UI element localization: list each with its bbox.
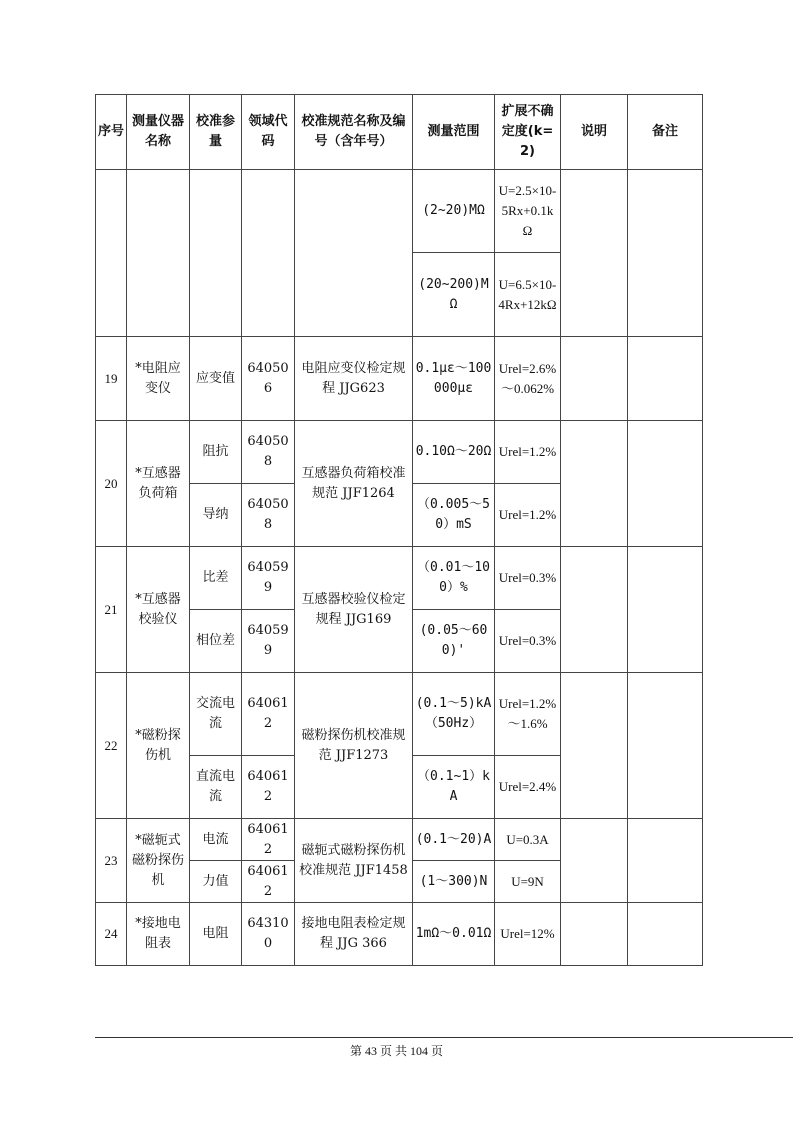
cell-code: 640612 (242, 673, 295, 756)
cell-param: 电流 (190, 819, 242, 861)
cell-uncertainty: U=0.3A (495, 819, 561, 861)
cell-name: *磁轭式磁粉探伤机 (127, 819, 190, 903)
cell-note (561, 673, 628, 819)
cell-remark (628, 421, 703, 547)
cell-seq: 23 (96, 819, 127, 903)
table-row (96, 170, 703, 253)
cell-note (561, 547, 628, 673)
cell-spec: 磁轭式磁粉探伤机校准规范 JJF1458 (295, 819, 413, 903)
cell-spec: 接地电阻表检定规程 JJG 366 (295, 903, 413, 966)
cell-code: 640599 (242, 610, 295, 673)
cell-code: 640508 (242, 421, 295, 484)
cell-range: (20~200)MΩ (413, 253, 495, 337)
cell-range: (0.05～600)' (413, 610, 495, 673)
cell-param: 相位差 (190, 610, 242, 673)
footer-divider (95, 1037, 793, 1038)
cell-name (127, 170, 190, 337)
header-code: 领域代码 (242, 95, 295, 170)
cell-uncertainty: Urel=12% (495, 903, 561, 966)
cell-spec (295, 170, 413, 337)
header-param: 校准参量 (190, 95, 242, 170)
cell-spec: 电阻应变仪检定规程 JJG623 (295, 337, 413, 421)
cell-code: 640612 (242, 861, 295, 903)
cell-param (190, 170, 242, 337)
page-number: 第 43 页 共 104 页 (349, 1044, 443, 1058)
cell-seq: 22 (96, 673, 127, 819)
cell-note (561, 819, 628, 903)
cell-spec: 磁粉探伤机校准规范 JJF1273 (295, 673, 413, 819)
cell-range: （0.005～50）mS (413, 484, 495, 547)
cell-param: 阻抗 (190, 421, 242, 484)
cell-name: *互感器校验仪 (127, 547, 190, 673)
cell-remark (628, 547, 703, 673)
cell-seq: 24 (96, 903, 127, 966)
cell-param: 直流电流 (190, 756, 242, 819)
cell-code: 640599 (242, 547, 295, 610)
cell-uncertainty: Urel=0.3% (495, 610, 561, 673)
cell-name: *电阻应变仪 (127, 337, 190, 421)
cell-param: 应变值 (190, 337, 242, 421)
cell-seq (96, 170, 127, 337)
cell-range: 0.10Ω～20Ω (413, 421, 495, 484)
cell-seq: 19 (96, 337, 127, 421)
cell-uncertainty: Urel=1.2% (495, 421, 561, 484)
cell-uncertainty: Urel=2.4% (495, 756, 561, 819)
cell-spec: 互感器负荷箱校准规范 JJF1264 (295, 421, 413, 547)
cell-param: 交流电流 (190, 673, 242, 756)
cell-uncertainty: Urel=2.6%～0.062% (495, 337, 561, 421)
cell-param: 电阻 (190, 903, 242, 966)
table-row (96, 547, 703, 610)
cell-remark (628, 819, 703, 903)
cell-range: (2~20)MΩ (413, 170, 495, 253)
table-row (96, 673, 703, 756)
cell-range: （0.1~1）kA (413, 756, 495, 819)
cell-code: 640506 (242, 337, 295, 421)
table-row (96, 337, 703, 421)
table-row (96, 903, 703, 966)
header-range: 测量范围 (413, 95, 495, 170)
cell-code: 640612 (242, 756, 295, 819)
cell-remark (628, 170, 703, 337)
cell-code: 640612 (242, 819, 295, 861)
cell-uncertainty: Urel=0.3% (495, 547, 561, 610)
cell-name: *接地电阻表 (127, 903, 190, 966)
cell-range: 1mΩ～0.01Ω (413, 903, 495, 966)
cell-range: (0.1～5)kA（50Hz） (413, 673, 495, 756)
cell-remark (628, 337, 703, 421)
cell-note (561, 337, 628, 421)
cell-uncertainty: U=2.5×10-5Rx+0.1kΩ (495, 170, 561, 253)
cell-range: (1～300)N (413, 861, 495, 903)
cell-code: 643100 (242, 903, 295, 966)
cell-note (561, 170, 628, 337)
header-row (96, 95, 703, 170)
header-note: 说明 (561, 95, 628, 170)
cell-spec: 互感器校验仪检定规程 JJG169 (295, 547, 413, 673)
cell-range: （0.01～100）% (413, 547, 495, 610)
table-row (96, 421, 703, 484)
cell-param: 比差 (190, 547, 242, 610)
cell-uncertainty: Urel=1.2% (495, 484, 561, 547)
cell-code: 640508 (242, 484, 295, 547)
cell-note (561, 903, 628, 966)
calibration-table (95, 94, 703, 966)
cell-param: 导纳 (190, 484, 242, 547)
cell-uncertainty: U=6.5×10-4Rx+12kΩ (495, 253, 561, 337)
cell-seq: 21 (96, 547, 127, 673)
cell-name: *互感器负荷箱 (127, 421, 190, 547)
cell-name: *磁粉探伤机 (127, 673, 190, 819)
cell-note (561, 421, 628, 547)
header-seq: 序号 (96, 95, 127, 170)
cell-code (242, 170, 295, 337)
table-row (96, 819, 703, 861)
header-remark: 备注 (628, 95, 703, 170)
cell-remark (628, 903, 703, 966)
header-instrument: 测量仪器名称 (127, 95, 190, 170)
cell-range: 0.1με～100000με (413, 337, 495, 421)
cell-param: 力值 (190, 861, 242, 903)
cell-remark (628, 673, 703, 819)
cell-seq: 20 (96, 421, 127, 547)
cell-range: (0.1～20)A (413, 819, 495, 861)
cell-uncertainty: U=9N (495, 861, 561, 903)
cell-uncertainty: Urel=1.2%～1.6% (495, 673, 561, 756)
header-spec: 校准规范名称及编号（含年号） (295, 95, 413, 170)
header-uncertainty: 扩展不确定度(k=2) (495, 95, 561, 170)
